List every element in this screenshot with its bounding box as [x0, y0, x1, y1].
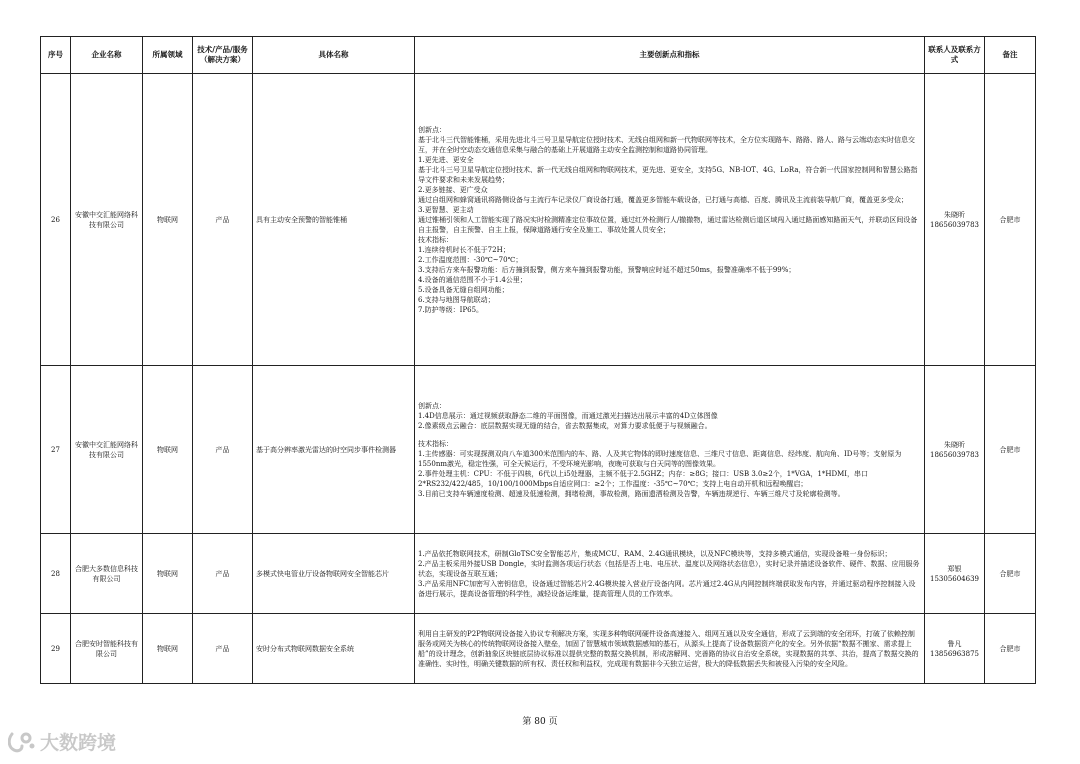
detail-line: 通过锥桶引领和人工智能实现了路况实时检测精准定位事故位置，通过红外检测行人/撤撤物，通过雷达检测后道区域闯入通过路面感知路面天气，并联动区间设备自主报警，自主预警、自主上报，保障道路通行安全及施工、事故处置人员安全；: [418, 215, 918, 234]
row-no: 26: [41, 74, 71, 366]
contact-phone: 18656039783: [930, 220, 979, 229]
row-details: [415, 74, 925, 366]
contact-phone: 18656039783: [930, 450, 979, 459]
detail-line: 2.事件处理主机：CPU：不低于四核，6代以上i5处理器，主频不低于2.5GHZ；内存：≥8G；接口：USB 3.0≥2个，1*VGA，1*HDMI，串口2*RS232/422/485，10/100/1000Mbps自适应网口：≥2个；工作温度：-35℃~70℃；支持上电自动开机和远程唤醒启；: [418, 469, 869, 488]
detail-line: 4.设备的通信范围不小于1.4公里；: [418, 275, 527, 284]
row-field: 物联网: [143, 614, 193, 684]
row-no: 28: [41, 534, 71, 614]
contact-name: 鲁凡: [947, 639, 962, 648]
header-note: 备注: [985, 37, 1036, 74]
row-product-name: 安时分布式物联网数据安全系统: [253, 614, 415, 684]
row-note: 合肥市: [985, 366, 1036, 534]
detail-line: 2.产品主板采用外接USB Dongle，实时监测各项运行状态（包括是否上电、电压状、温度以及网络状态信息），实时记录并描述设备软件、硬件、数据、应用服务状态，实现设备互联互通；: [418, 559, 920, 578]
detail-line: 3.产品采用NFC加密写入密钥信息，设备通过智能芯片2.4G模块接入营业厅设备内网。芯片通过2.4G从内网控制终端获取发布内容，并通过驱动程序控制接入设备进行展示，提高设备管理的科学性，减轻设备运维量，提高管理人员的工作效率。: [418, 579, 916, 598]
detail-line: 6.支持与地图导航联动；: [418, 295, 495, 304]
detail-line: 3.更智慧、更主动: [418, 205, 474, 214]
row-product-name: 具有主动安全预警的智能锥桶: [253, 74, 415, 366]
row-field: 物联网: [143, 366, 193, 534]
brand-logo-icon: [8, 731, 36, 753]
row-no: 27: [41, 366, 71, 534]
row-product-name: 基于高分辨率激光雷达的时空同步事件检测器: [253, 366, 415, 534]
table-row: [41, 74, 1036, 366]
row-note: 合肥市: [985, 74, 1036, 366]
detail-line: 2.像素级点云融合：底层数据实现无缝的结合，省去数据集成，对算力要求低便于与视频融合。: [418, 421, 712, 430]
header-company: 企业名称: [71, 37, 143, 74]
header-name: 具体名称: [253, 37, 415, 74]
row-company: 安徽中交汇能网络科技有限公司: [71, 74, 143, 366]
row-type: 产品: [193, 614, 253, 684]
header-contact: 联系人及联系方式: [925, 37, 985, 74]
detail-line: [418, 431, 921, 439]
header-no: 序号: [41, 37, 71, 74]
detail-line: 创新点：: [418, 401, 446, 410]
contact-name: 朱晓昕: [944, 440, 965, 449]
enterprise-table: [40, 36, 1036, 684]
page-number: 第 80 页: [522, 717, 558, 727]
detail-line: 创新点：: [418, 125, 446, 134]
row-company: 合肥安时智能科技有限公司: [71, 614, 143, 684]
row-product-name: 多模式快电管业厅设备物联网安全智能芯片: [253, 534, 415, 614]
detail-line: 2.工作温度范围：-30℃~70℃；: [418, 255, 523, 264]
detail-line: 7.防护等级：IP65。: [418, 305, 484, 314]
contact-name: 朱晓昕: [944, 210, 965, 219]
detail-line: 利用自主研发的P2P物联网设备接入协议专利解决方案，实现多种物联网硬件设备高速接入、组网互通以及安全通信，形成了云到端的安全闭环，打破了依赖控制服务或网关为核心的传统物联网设备接入壁垒，加固了智慧城市领域数据感知的基石，从源头上提高了设备数据资产化的安全。另外依据“数据不搬家、需求提上船”的设计理念，创新抽象区块链底层协议标准以提供完整的数据交换机制，形成溶解网、完善路的协议自治安全系统，实现数据的共享、共治，提高了数据交换的准确性、实时性，明确关键数据的所有权、责任权和利益权，完成现有数据非今天独立运营，极大的降低数据丢失和被侵入污染的安全风险。: [418, 629, 919, 668]
row-note: 合肥市: [985, 614, 1036, 684]
detail-line: 1.更先进、更安全: [418, 155, 474, 164]
detail-line: 3.支持后方来车报警功能：后方撞到报警，侧方来车撞到报警功能，预警响应时延不超过50ms，报警准确率不低于99%；: [418, 265, 796, 274]
row-no: 29: [41, 614, 71, 684]
row-company: 合肥大多数信息科技有限公司: [71, 534, 143, 614]
detail-line: 基于北斗三代智能锥桶，采用先进北斗三号卫星导航定位授时技术、无线自组网和新一代物联网等技术，全方位实现路车、路路、路人、路与云端动态实时信息交互，并在全时空动态交通信息采集与融合的基础上开展道路主动安全监测控制和道路协同管理。: [418, 135, 915, 154]
watermark-text: 大数跨境: [40, 732, 117, 754]
table-header-row: [41, 37, 1036, 74]
detail-line: 1.4D信息展示：通过视频获取静态二维的平面图像，而通过激光扫描达出展示丰富的4D立体图像: [418, 411, 718, 420]
detail-line: 2.更多链接、更广受众: [418, 185, 488, 194]
row-details: [415, 614, 925, 684]
contact-phone: 15305604639: [930, 574, 979, 583]
detail-line: 基于北斗三号卫星导航定位授时技术、新一代无线自组网和物联网技术，更先进、更安全，支持5G、NB-IOT、4G、LoRa，符合新一代国家控制网和智慧公路指导文件要求和未来发展趋势；: [418, 165, 918, 184]
detail-line: 3.目前已支持车辆速度检测、超速及低速检测，拥堵检测，事故检测，路面遗洒检测及告警，车辆违规逆行、车辆三维尺寸及轮廓检测等。: [418, 489, 845, 498]
table-row: [41, 366, 1036, 534]
row-details: [415, 534, 925, 614]
row-type: 产品: [193, 74, 253, 366]
detail-line: 1.产品依托物联网技术，研制GloTSC安全智能芯片，集成MCU、RAM、2.4G通讯模块，以及NFC模块等，支持多模式通信，实现设备唯一身份标识；: [418, 549, 892, 558]
row-note: 合肥市: [985, 534, 1036, 614]
table-row: [41, 534, 1036, 614]
header-details: 主要创新点和指标: [415, 37, 925, 74]
header-type: 技术/产品/服务（解决方案）: [193, 37, 253, 74]
detail-line: 通过自组网和蜂窝通讯将路侧设备与主流行车记录仪厂商设备打通，覆盖更多智能车载设备，已打通与高德、百度、腾讯及主流前装导航厂商，覆盖更多受众；: [418, 195, 908, 204]
detail-line: 技术指标：: [418, 235, 453, 244]
detail-line: 1.连续待机时长不低于72H；: [418, 245, 510, 254]
detail-line: 技术指标：: [418, 439, 453, 448]
contact-phone: 13856963875: [930, 649, 979, 658]
row-details: [415, 366, 925, 534]
table-row: [41, 614, 1036, 684]
header-field: 所属领域: [143, 37, 193, 74]
row-company: 安徽中交汇能网络科技有限公司: [71, 366, 143, 534]
row-field: 物联网: [143, 534, 193, 614]
row-contact: [925, 534, 985, 614]
row-type: 产品: [193, 534, 253, 614]
contact-name: 郑银: [947, 564, 962, 573]
row-field: 物联网: [143, 74, 193, 366]
detail-line: 5.设备具备无缝自组网功能；: [418, 285, 509, 294]
row-type: 产品: [193, 366, 253, 534]
watermark: [8, 728, 116, 755]
detail-line: 1.主传感器：可实现探测双向八车道300米范围内的车、路、人及其它物体的即时速度信息、三维尺寸信息、距离信息、经纬度、航向角、ID号等；支射原为1550nm激光，稳定性强，可全天候运行，不受环境光影响，夜晚可获取与白天同等的图像效果。: [418, 449, 902, 468]
row-contact: [925, 366, 985, 534]
row-contact: [925, 74, 985, 366]
row-contact: [925, 614, 985, 684]
